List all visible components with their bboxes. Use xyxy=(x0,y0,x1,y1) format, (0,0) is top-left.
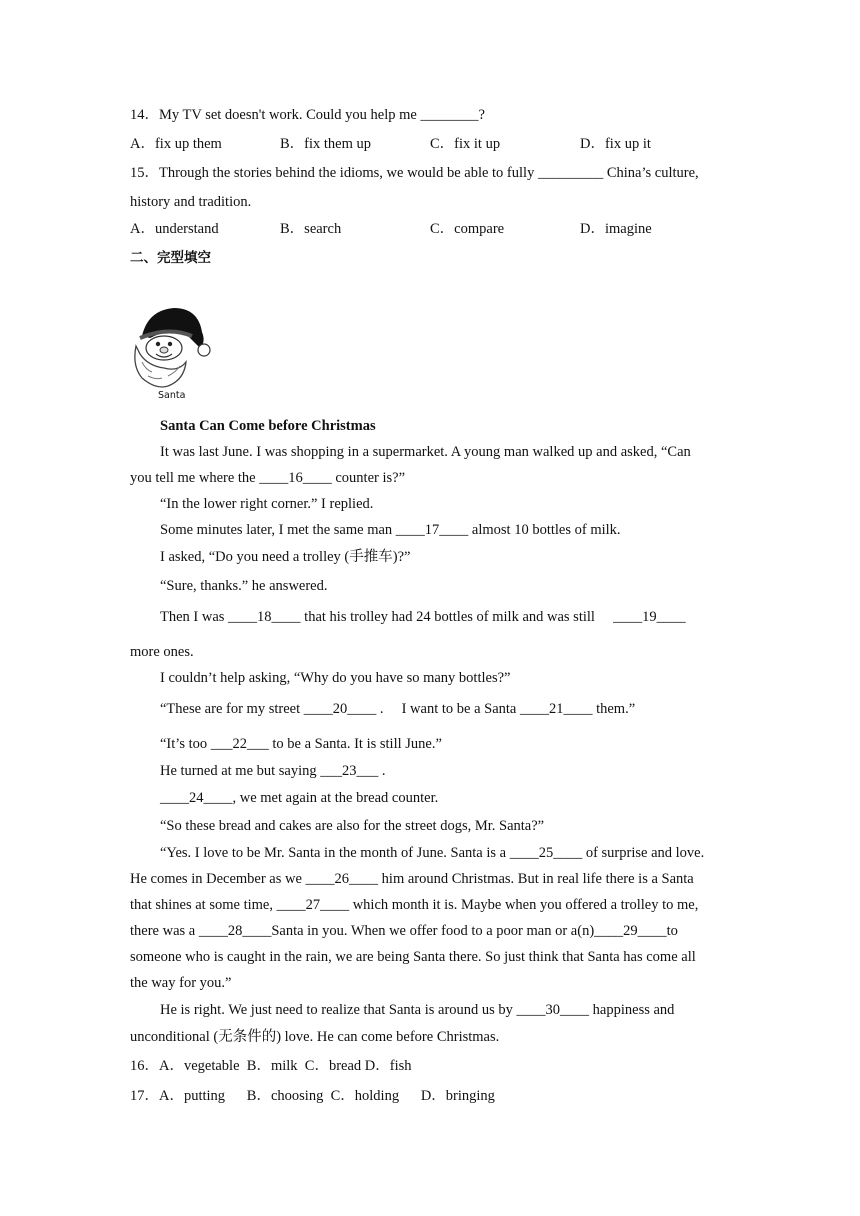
passage-line: It was last June. I was shopping in a supermarket. A young man walked up and asked, “Can xyxy=(160,444,691,460)
passage-line: “These are for my street ____20____ . I want to be a Santa ____21____ them.” xyxy=(160,701,636,717)
passage-line: I asked, “Do you need a trolley (手推车)?” xyxy=(160,549,411,565)
question-14-stem: 14．My TV set doesn't work. Could you help me ________? xyxy=(130,107,485,123)
passage-line: He is right. We just need to realize that Santa is around us by ____30____ happiness and xyxy=(160,1002,675,1018)
question-15-stem-line-2: history and tradition. xyxy=(130,194,252,210)
question-14-option-d: D．fix up it xyxy=(580,136,651,152)
passage-line: “Sure, thanks.” he answered. xyxy=(160,578,328,594)
santa-image-caption: Santa xyxy=(158,390,186,401)
passage-line: “It’s too ___22___ to be a Santa. It is still June.” xyxy=(160,736,442,752)
passage-title: Santa Can Come before Christmas xyxy=(160,418,376,434)
passage-line: the way for you.” xyxy=(130,975,232,991)
passage-line: someone who is caught in the rain, we are being Santa there. So just think that Santa has come all xyxy=(130,949,696,965)
question-14-option-c: C．fix it up xyxy=(430,136,501,152)
question-16: 16．A．vegetable B．milk C．bread D．fish xyxy=(130,1058,412,1074)
passage-line: He turned at me but saying ___23___ . xyxy=(160,763,386,779)
passage-line: you tell me where the ____16____ counter is?” xyxy=(130,470,406,486)
passage-line: Then I was ____18____ that his trolley had 24 bottles of milk and was still ____19____ xyxy=(160,609,686,625)
question-15-stem-line-1: 15．Through the stories behind the idioms, we would be able to fully _________ China’s culture, xyxy=(130,165,699,181)
section-2-heading: 二、完型填空 xyxy=(130,250,211,266)
passage-line: there was a ____28____Santa in you. When we offer food to a poor man or a(n)____29____to xyxy=(130,923,678,939)
passage-line: He comes in December as we ____26____ him around Christmas. But in real life there is a Santa xyxy=(130,871,694,887)
question-15-option-c: C．compare xyxy=(430,221,505,237)
question-15-option-d: D．imagine xyxy=(580,221,652,237)
passage-line: more ones. xyxy=(130,644,194,660)
passage-line: ____24____, we met again at the bread counter. xyxy=(160,790,439,806)
question-15-option-a: A．understand xyxy=(130,221,219,237)
santa-face-icon xyxy=(128,306,214,392)
passage-line: unconditional (无条件的) love. He can come before Christmas. xyxy=(130,1029,500,1045)
passage-line: Some minutes later, I met the same man ____17____ almost 10 bottles of milk. xyxy=(160,522,621,538)
passage-line: “In the lower right corner.” I replied. xyxy=(160,496,374,512)
santa-image xyxy=(128,306,214,402)
question-15-option-b: B．search xyxy=(280,221,342,237)
question-14-option-b: B．fix them up xyxy=(280,136,372,152)
question-14-option-a: A．fix up them xyxy=(130,136,222,152)
passage-line: “So these bread and cakes are also for the street dogs, Mr. Santa?” xyxy=(160,818,545,834)
passage-line: “Yes. I love to be Mr. Santa in the month of June. Santa is a ____25____ of surprise and love. xyxy=(160,845,705,861)
question-17: 17．A．putting B．choosing C．holding D．bringing xyxy=(130,1088,495,1104)
passage-line: that shines at some time, ____27____ which month it is. Maybe when you offered a trolley to me, xyxy=(130,897,699,913)
passage-line: I couldn’t help asking, “Why do you have so many bottles?” xyxy=(160,670,511,686)
